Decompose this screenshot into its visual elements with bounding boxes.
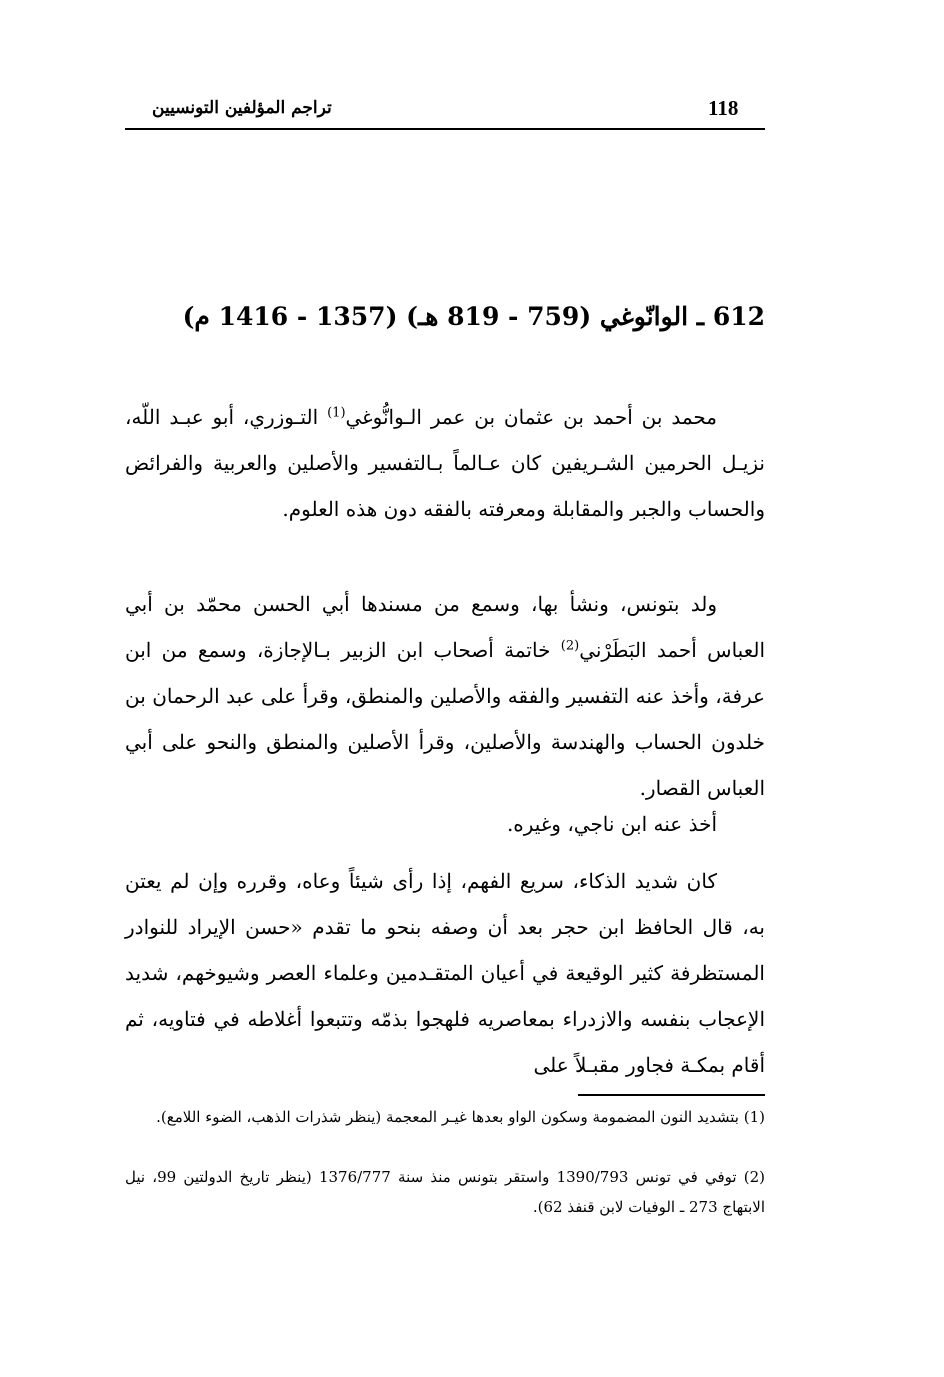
biography-paragraph [125, 394, 765, 532]
paragraph-text: أخذ عنه ابن ناجي، وغيره. [506, 812, 717, 836]
entry-heading: 612 ـ الوانّوغي (759 - 819 هـ) (1357 - 1416 م) [182, 301, 765, 331]
paragraph-text: التـوزري، أبو عبـد اللّه، نزيـل الحرمين الشـريفين كان عـالماً بـالتفسير والأصلين والعربية والفرائض والحساب والجبر والمقابلة ومعرفته بالفقه دون هذه العلوم. [125, 405, 765, 521]
paragraph-text: محمد بن أحمد بن عثمان بن عمر الـوانُّوغي [345, 405, 718, 429]
paragraph-text: ولد بتونس، ونشأ بها، وسمع من مسندها أبي الحسن محمّد بن أبي العباس أحمد البَطَرْني [125, 592, 766, 662]
biography-paragraph [125, 581, 765, 811]
footnote-separator [578, 1094, 765, 1096]
page-number: 118 [708, 96, 739, 120]
paragraph-text: خاتمة أصحاب ابن الزبير بـالإجازة، وسمع من ابن عرفة، وأخذ عنه التفسير والفقه والأصلين والمنطق، وقرأ على عبد الرحمان بن خلدون الحساب والهندسة والأصلين، وقرأ الأصلين والمنطق والنحو على أبي العباس القصار. [125, 638, 765, 800]
paragraph-text: كان شديد الذكاء، سريع الفهم، إذا رأى شيئاً وعاه، وقرره وإن لم يعتن به، قال الحافظ ابن حجر بعد أن وصفه بنحو ما تقدم «حسن الإيراد للنوادر المستظرفة كثير الوقيعة في أعيان المتقـدمين وعلماء العصر وشيوخهم، شديد الإعجاب بنفسه والازدراء بمعاصريه فلهجوا بذمّه وتتبعوا أغلاطه في فتاويه، ثم أقام بمكـة فجاور مقبـلاً على [125, 869, 765, 1077]
footnote-marker: (1) [327, 405, 346, 421]
footnote-marker: (2) [560, 638, 580, 654]
biography-paragraph [125, 858, 765, 1088]
footnote: (2) توفي في تونس 1390/793 واستقر بتونس منذ سنة 1376/777 (ينظر تاريخ الدولتين 99، نيل الابتهاج 273 ـ الوفيات لابن قنفذ 62). [125, 1168, 766, 1216]
footnote: (1) بتشديد النون المضمومة وسكون الواو بعدها غيـر المعجمة (ينظر شذرات الذهب، الضوء اللامع). [156, 1108, 765, 1126]
biography-paragraph [125, 801, 765, 847]
page-header [125, 92, 765, 130]
running-title: تراجم المؤلفين التونسيين [152, 98, 332, 118]
